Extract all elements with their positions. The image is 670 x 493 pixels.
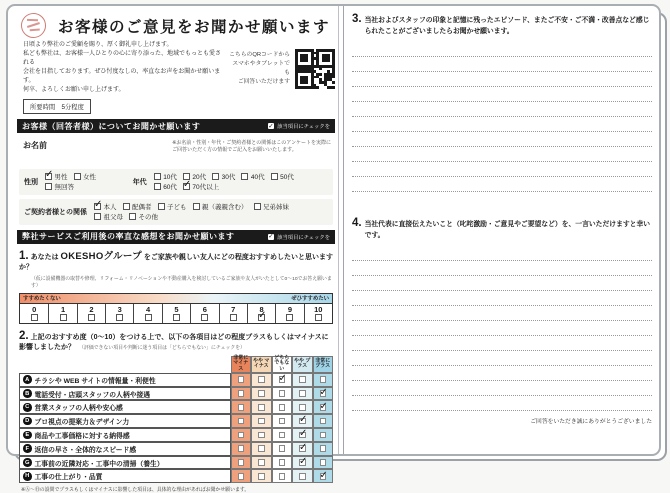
question-2 — [19, 329, 333, 353]
nps-checkbox-1[interactable] — [60, 314, 67, 321]
matrix-row-E — [19, 428, 333, 442]
nps-number: 5 — [174, 304, 179, 314]
nps-checkbox-9[interactable] — [286, 314, 293, 321]
matrix-cell-A-0[interactable] — [231, 373, 252, 387]
question-number: 4. — [352, 217, 362, 230]
nps-number: 4 — [146, 304, 151, 314]
matrix-cell-G-4[interactable] — [313, 456, 334, 470]
question-number: 2. — [19, 329, 29, 342]
row-letter-badge: B — [23, 389, 32, 398]
nps-scale — [19, 293, 333, 324]
option-label: 60代 — [163, 183, 177, 191]
checkbox[interactable] — [258, 404, 265, 411]
nps-cell-1[interactable] — [48, 304, 76, 323]
writing-line[interactable] — [352, 87, 652, 102]
matrix-footnote: ※Ⓐ〜Ⓗの設問でプラスもしくはマイナスに影響した項目は、具体的な理由があればお聞かせ願います。 — [21, 488, 250, 493]
check-note-text: 該当項目にチェックを — [277, 124, 330, 130]
nps-cell-8[interactable] — [247, 304, 275, 323]
matrix-row-G — [19, 456, 333, 470]
writing-line[interactable] — [352, 321, 652, 336]
text-line: ご回答いただけます — [237, 78, 290, 85]
writing-line[interactable] — [352, 291, 652, 306]
checkbox[interactable] — [258, 432, 265, 439]
question-2-text — [19, 329, 333, 353]
matrix-corner-cell — [19, 356, 231, 373]
nps-number: 1 — [60, 304, 66, 314]
checkbox[interactable] — [238, 473, 245, 480]
writing-line[interactable] — [352, 276, 652, 291]
checkbox[interactable] — [258, 376, 265, 383]
option-label: 女性 — [83, 173, 96, 181]
name-input-area[interactable] — [17, 156, 335, 165]
matrix-cell-G-2[interactable] — [272, 456, 293, 470]
checkbox[interactable] — [183, 183, 190, 190]
option-label: 30代 — [221, 173, 236, 181]
nps-cell-5[interactable] — [162, 304, 190, 323]
matrix-col-header-2: どちら でもない — [272, 356, 293, 373]
checkbox[interactable] — [123, 203, 130, 210]
page-right — [352, 14, 652, 425]
page-gutter-divider — [338, 6, 344, 454]
checkbox[interactable] — [279, 432, 286, 439]
matrix-head — [19, 356, 333, 373]
checkbox[interactable] — [320, 418, 327, 425]
qr-note-text — [228, 51, 290, 87]
matrix-cell-E-2[interactable] — [272, 428, 293, 442]
matrix-cell-D-4[interactable] — [313, 414, 334, 428]
question-4-text: 当社代表に直接伝えたいこと（叱咤激励・ご意見やご要望など）を、一言いただけますと幸いです。 — [364, 221, 651, 239]
checkbox[interactable] — [212, 173, 219, 180]
row-label-text: 商品や工事価格に対する納得感 — [34, 432, 130, 440]
nps-number: 3 — [117, 304, 122, 314]
option-label: 親（義親含む） — [202, 203, 248, 211]
check-note — [268, 122, 330, 130]
writing-line[interactable] — [352, 396, 652, 411]
q1-post: をご家族や親しい友人にどの程度おすすめしたいと思いますか？ — [19, 253, 333, 272]
row-letter-badge: E — [23, 431, 32, 440]
checkbox[interactable] — [241, 173, 248, 180]
matrix-cell-G-1[interactable] — [251, 456, 272, 470]
checkbox[interactable] — [320, 459, 327, 466]
checkbox[interactable] — [299, 432, 306, 439]
age-label: 年代 — [132, 178, 147, 186]
option-その他[interactable] — [129, 212, 158, 221]
matrix-row-label — [19, 400, 231, 414]
matrix-cell-C-4[interactable] — [313, 400, 334, 414]
row-letter-badge: D — [23, 417, 32, 426]
matrix-col-header-3: やや プラス — [292, 356, 313, 373]
nps-cell-9[interactable] — [275, 304, 303, 323]
option-親（義親含む）[interactable] — [193, 202, 248, 211]
matrix-cell-F-0[interactable] — [231, 442, 252, 456]
nps-cell-0[interactable] — [20, 304, 48, 323]
option-label: 50代 — [280, 173, 294, 181]
nps-checkbox-8[interactable] — [258, 314, 265, 321]
writing-line[interactable] — [352, 381, 652, 396]
row-label-text: チラシや WEB サイトの情報量・利便性 — [34, 377, 156, 385]
question-1-text — [19, 249, 333, 273]
checkbox[interactable] — [320, 432, 327, 439]
row-label-text: 返信の早さ・全体的なスピード感 — [34, 446, 137, 454]
matrix-cell-A-1[interactable] — [251, 373, 272, 387]
checkbox[interactable] — [45, 173, 52, 180]
writing-line[interactable] — [352, 366, 652, 381]
checkbox[interactable] — [238, 445, 245, 452]
matrix-cell-B-4[interactable] — [313, 387, 334, 401]
matrix-row-label — [19, 387, 231, 401]
relation-options — [94, 202, 328, 222]
checkbox[interactable] — [320, 390, 327, 397]
matrix-cell-D-0[interactable] — [231, 414, 252, 428]
name-note — [172, 140, 331, 155]
checkbox[interactable] — [193, 203, 200, 210]
matrix-cell-F-1[interactable] — [251, 442, 272, 456]
option-無回答[interactable] — [45, 182, 74, 191]
matrix-cell-A-2[interactable] — [272, 373, 293, 387]
nps-checkbox-3[interactable] — [116, 314, 123, 321]
matrix-cell-B-3[interactable] — [292, 387, 313, 401]
writing-line[interactable] — [352, 102, 652, 117]
page-title: お客様のご意見をお聞かせ願います — [58, 18, 331, 36]
checkbox-icon — [268, 123, 274, 129]
question-3 — [352, 14, 652, 37]
name-row — [23, 140, 331, 155]
matrix-cell-E-1[interactable] — [251, 428, 272, 442]
checkbox[interactable] — [258, 459, 265, 466]
checkbox[interactable] — [238, 376, 245, 383]
nps-checkbox-4[interactable] — [145, 314, 152, 321]
checkbox[interactable] — [94, 213, 101, 220]
checkbox[interactable] — [238, 432, 245, 439]
option-10代[interactable] — [154, 172, 177, 181]
matrix-cell-D-2[interactable] — [272, 414, 293, 428]
qr-column — [228, 49, 335, 89]
matrix-row-B — [19, 387, 333, 401]
checkbox[interactable] — [271, 173, 278, 180]
row-letter-badge: H — [23, 472, 32, 481]
matrix-row-label — [19, 442, 231, 456]
nps-band — [20, 294, 332, 304]
checkbox[interactable] — [45, 183, 52, 190]
option-label: 70代以上 — [192, 183, 220, 191]
checkbox[interactable] — [279, 390, 286, 397]
nps-number: 10 — [314, 304, 323, 314]
checkbox[interactable] — [299, 445, 306, 452]
matrix-row-H — [19, 469, 333, 483]
gender-label: 性別 — [24, 178, 38, 186]
text-line: 私ども弊社は、お客様一人ひとりの心に寄り添った、地域でもっとも愛される — [23, 51, 222, 66]
matrix-cell-A-4[interactable] — [313, 373, 334, 387]
question-4-answer-area[interactable] — [352, 246, 652, 411]
matrix-col-header-0: 非常に マイナス — [231, 356, 252, 373]
option-70代以上[interactable] — [183, 182, 219, 191]
checkbox[interactable] — [238, 390, 245, 397]
checkbox[interactable] — [94, 203, 101, 210]
checkbox[interactable] — [279, 459, 286, 466]
option-兄弟姉妹[interactable] — [254, 202, 290, 211]
checkbox[interactable] — [320, 445, 327, 452]
qr-code-icon — [295, 49, 335, 89]
nps-checkbox-5[interactable] — [173, 314, 180, 321]
matrix-cell-C-2[interactable] — [272, 400, 293, 414]
matrix-cell-D-3[interactable] — [292, 414, 313, 428]
checkbox[interactable] — [299, 473, 306, 480]
option-label: 10代 — [163, 173, 177, 181]
matrix-row-F — [19, 442, 333, 456]
option-40代[interactable] — [241, 172, 264, 181]
nps-cell-10[interactable] — [304, 304, 332, 323]
intro-block — [23, 41, 222, 114]
q1-pre: あなたは — [30, 253, 61, 261]
option-label: 40代 — [250, 173, 265, 181]
relation-label: ご契約者様との関係 — [24, 208, 87, 216]
brand-name: OKESHOグループ — [60, 250, 142, 262]
checkbox[interactable] — [279, 473, 286, 480]
checkbox[interactable] — [258, 390, 265, 397]
option-配偶者[interactable] — [123, 202, 152, 211]
check-note — [268, 233, 330, 241]
checkbox[interactable] — [279, 418, 286, 425]
nps-checkbox-6[interactable] — [201, 314, 208, 321]
option-祖父母[interactable] — [94, 212, 123, 221]
rating-matrix — [19, 356, 333, 483]
nps-right-label: ぜひすすめたい — [291, 296, 329, 303]
checkbox[interactable] — [320, 376, 327, 383]
matrix-cell-B-1[interactable] — [251, 387, 272, 401]
option-label: 無回答 — [54, 183, 74, 191]
option-label: 20代 — [192, 173, 207, 181]
matrix-row-label — [19, 456, 231, 470]
matrix-row-A — [19, 373, 333, 387]
checkbox[interactable] — [258, 418, 265, 425]
checkbox[interactable] — [279, 376, 286, 383]
option-男性[interactable] — [45, 172, 68, 181]
matrix-cell-H-0[interactable] — [231, 469, 252, 483]
matrix-cell-E-4[interactable] — [313, 428, 334, 442]
nps-cell-2[interactable] — [77, 304, 105, 323]
checkbox[interactable] — [158, 203, 165, 210]
nps-cell-3[interactable] — [105, 304, 133, 323]
thanks-message: ご回答をいただき誠にありがとうございました — [530, 419, 652, 426]
matrix-cell-C-0[interactable] — [231, 400, 252, 414]
nps-cell-6[interactable] — [190, 304, 218, 323]
checkbox[interactable] — [320, 473, 327, 480]
nps-number: 0 — [32, 304, 37, 314]
option-label: その他 — [138, 213, 158, 221]
matrix-row-label — [19, 414, 231, 428]
text-line: 何卒、よろしくお願い申し上げます。 — [23, 87, 125, 93]
nps-number: 2 — [89, 304, 94, 314]
hanko-stamp-icon — [19, 11, 48, 40]
option-子ども[interactable] — [158, 202, 187, 211]
matrix-cell-D-1[interactable] — [251, 414, 272, 428]
writing-line[interactable] — [352, 306, 652, 321]
question-2-note: （評価できない項目や判断に迷う項目は「どちらでもない」にチェックを） — [78, 346, 246, 352]
matrix-cell-G-0[interactable] — [231, 456, 252, 470]
checkbox[interactable] — [129, 213, 136, 220]
row-label-text: 営業スタッフの人柄や安心感 — [34, 405, 123, 413]
name-label: お名前 — [23, 141, 47, 150]
writing-line[interactable] — [352, 132, 652, 147]
option-label: 本人 — [103, 203, 117, 211]
option-label: 兄弟姉妹 — [263, 203, 289, 211]
writing-line[interactable] — [352, 72, 652, 87]
checkbox[interactable] — [238, 418, 245, 425]
gender-age-row — [19, 169, 333, 195]
page-left — [17, 11, 335, 493]
matrix-cell-H-1[interactable] — [251, 469, 272, 483]
option-女性[interactable] — [74, 172, 97, 181]
option-50代[interactable] — [271, 172, 294, 181]
row-letter-badge: G — [24, 459, 30, 466]
matrix-cell-F-4[interactable] — [313, 442, 334, 456]
text-line: ご回答いただく方の情報でご記入をお願いいたします。 — [172, 147, 297, 154]
matrix-cell-H-3[interactable] — [292, 469, 313, 483]
writing-line[interactable] — [352, 351, 652, 366]
checkbox[interactable] — [74, 173, 81, 180]
writing-line[interactable] — [352, 147, 652, 162]
writing-line[interactable] — [352, 42, 652, 57]
matrix-cell-A-3[interactable] — [292, 373, 313, 387]
matrix-row-label — [19, 373, 231, 387]
nps-number: 9 — [287, 304, 293, 314]
nps-checkbox-0[interactable] — [31, 314, 38, 321]
checkbox[interactable] — [238, 404, 245, 411]
option-本人[interactable] — [94, 202, 117, 211]
section-header-text: お客様（回答者様）についてお聞かせ願います — [22, 121, 201, 131]
text-line: スマホやタブレットでも — [232, 61, 290, 76]
question-3-answer-area[interactable] — [352, 42, 652, 192]
writing-line[interactable] — [352, 117, 652, 132]
writing-line[interactable] — [352, 336, 652, 351]
question-number: 3. — [352, 13, 362, 25]
age-options — [154, 172, 328, 192]
nps-number: 8 — [259, 304, 264, 314]
booklet-sheet — [6, 4, 661, 493]
row-label-text: プロ視点の提案力＆デザイン力 — [34, 419, 130, 427]
nps-cell-4[interactable] — [133, 304, 161, 323]
checkbox[interactable] — [154, 183, 161, 190]
nps-left-label: すすめたくない — [23, 296, 61, 303]
checkbox[interactable] — [238, 459, 245, 466]
section-header-feedback — [17, 230, 335, 244]
intro-row — [23, 41, 335, 114]
checkbox[interactable] — [299, 459, 306, 466]
matrix-cell-B-2[interactable] — [272, 387, 293, 401]
nps-cell-7[interactable] — [219, 304, 247, 323]
matrix-cell-C-1[interactable] — [251, 400, 272, 414]
matrix-row-D — [19, 414, 333, 428]
nps-checkbox-7[interactable] — [230, 314, 237, 321]
checkbox[interactable] — [299, 376, 306, 383]
matrix-cell-H-2[interactable] — [272, 469, 293, 483]
row-letter-badge: A — [23, 375, 32, 384]
checkbox[interactable] — [258, 445, 265, 452]
option-label: 子ども — [167, 203, 187, 211]
checkbox[interactable] — [254, 203, 261, 210]
checkbox[interactable] — [320, 404, 327, 411]
row-letter-badge: F — [23, 444, 32, 453]
question-1 — [19, 249, 333, 289]
header — [21, 13, 335, 38]
matrix-row-C — [19, 400, 333, 414]
text-line: 会社を目指しております。ぜひ忖度なしの、率直なお声をお聞かせ願います。 — [23, 69, 221, 84]
option-30代[interactable] — [212, 172, 235, 181]
question-1-subtext: （仮に設備機器の取替や修理、リフォーム・リノベーションや不動産購入を検討しているご家族や友人がいたとして0〜10でお答え願います） — [31, 276, 332, 289]
matrix-row-label — [19, 428, 231, 442]
writing-line[interactable] — [352, 57, 652, 72]
relation-row — [19, 199, 333, 225]
checkbox[interactable] — [154, 173, 161, 180]
question-3-text: 当社およびスタッフの印象と記憶に残ったエピソード、またご不安・ご不満・改善点など感じられたことがございましたらお聞かせ願います。 — [364, 17, 650, 35]
text-line: ※お名前・性別・年代・ご契約者様との関係はこのアンケートを実際に — [172, 140, 331, 146]
option-label: 男性 — [54, 173, 68, 181]
text-line: こちらのQRコードから — [229, 52, 290, 59]
checkbox[interactable] — [299, 404, 306, 411]
checkbox[interactable] — [299, 390, 306, 397]
matrix-body — [19, 373, 333, 483]
matrix-col-header-1: やや マイナス — [251, 356, 272, 373]
checkbox[interactable] — [279, 404, 286, 411]
row-label-text: 工事の仕上がり・品質 — [34, 474, 103, 482]
row-label-text: 工事前の近隣対応・工事中の清掃（養生） — [34, 460, 164, 468]
option-label: 配偶者 — [132, 203, 152, 211]
intro-text — [23, 41, 222, 95]
text-line: 日頃より弊社のご愛顧を賜り、厚く御礼申し上げます。 — [23, 42, 173, 48]
nps-cells — [20, 304, 332, 323]
q2-text: 上記のおすすめ度（0〜10）をつける上で、以下の各項目はどの程度プラスもしくはマイナスに影響しましたか？ — [19, 333, 329, 352]
writing-line[interactable] — [352, 177, 652, 192]
nps-number: 7 — [231, 304, 236, 314]
section-header-text: 弊社サービスご利用後の率直な感想をお聞かせ願います — [22, 232, 235, 241]
writing-line[interactable] — [352, 162, 652, 177]
checkbox[interactable] — [299, 418, 306, 425]
option-60代[interactable] — [154, 182, 177, 191]
matrix-cell-E-0[interactable] — [231, 428, 252, 442]
question-number: 1. — [19, 249, 29, 262]
matrix-row-label — [19, 469, 231, 483]
matrix-cell-H-4[interactable] — [313, 469, 334, 483]
nps-number: 6 — [202, 304, 207, 314]
matrix-cell-F-3[interactable] — [292, 442, 313, 456]
nps-checkbox-10[interactable] — [315, 314, 322, 321]
matrix-cell-B-0[interactable] — [231, 387, 252, 401]
check-note-text: 該当項目にチェックを — [277, 234, 330, 241]
checkbox[interactable] — [279, 445, 286, 452]
matrix-cell-F-2[interactable] — [272, 442, 293, 456]
section-header-respondent — [17, 119, 335, 133]
option-label: 祖父母 — [103, 213, 123, 221]
row-label-text: 電話受付・店頭スタッフの人柄や接遇 — [34, 391, 151, 399]
writing-line[interactable] — [352, 246, 652, 261]
checkbox[interactable] — [258, 473, 265, 480]
gender-options — [45, 172, 119, 192]
time-required-box: 所要時間 5分程度 — [23, 99, 91, 114]
matrix-cell-C-3[interactable] — [292, 400, 313, 414]
checkbox-icon — [268, 234, 274, 240]
question-4 — [352, 218, 652, 241]
nps-checkbox-2[interactable] — [88, 314, 95, 321]
matrix-cell-E-3[interactable] — [292, 428, 313, 442]
matrix-cell-G-3[interactable] — [292, 456, 313, 470]
writing-line[interactable] — [352, 261, 652, 276]
matrix-col-header-4: 非常に プラス — [313, 356, 334, 373]
row-letter-badge: C — [23, 403, 32, 412]
